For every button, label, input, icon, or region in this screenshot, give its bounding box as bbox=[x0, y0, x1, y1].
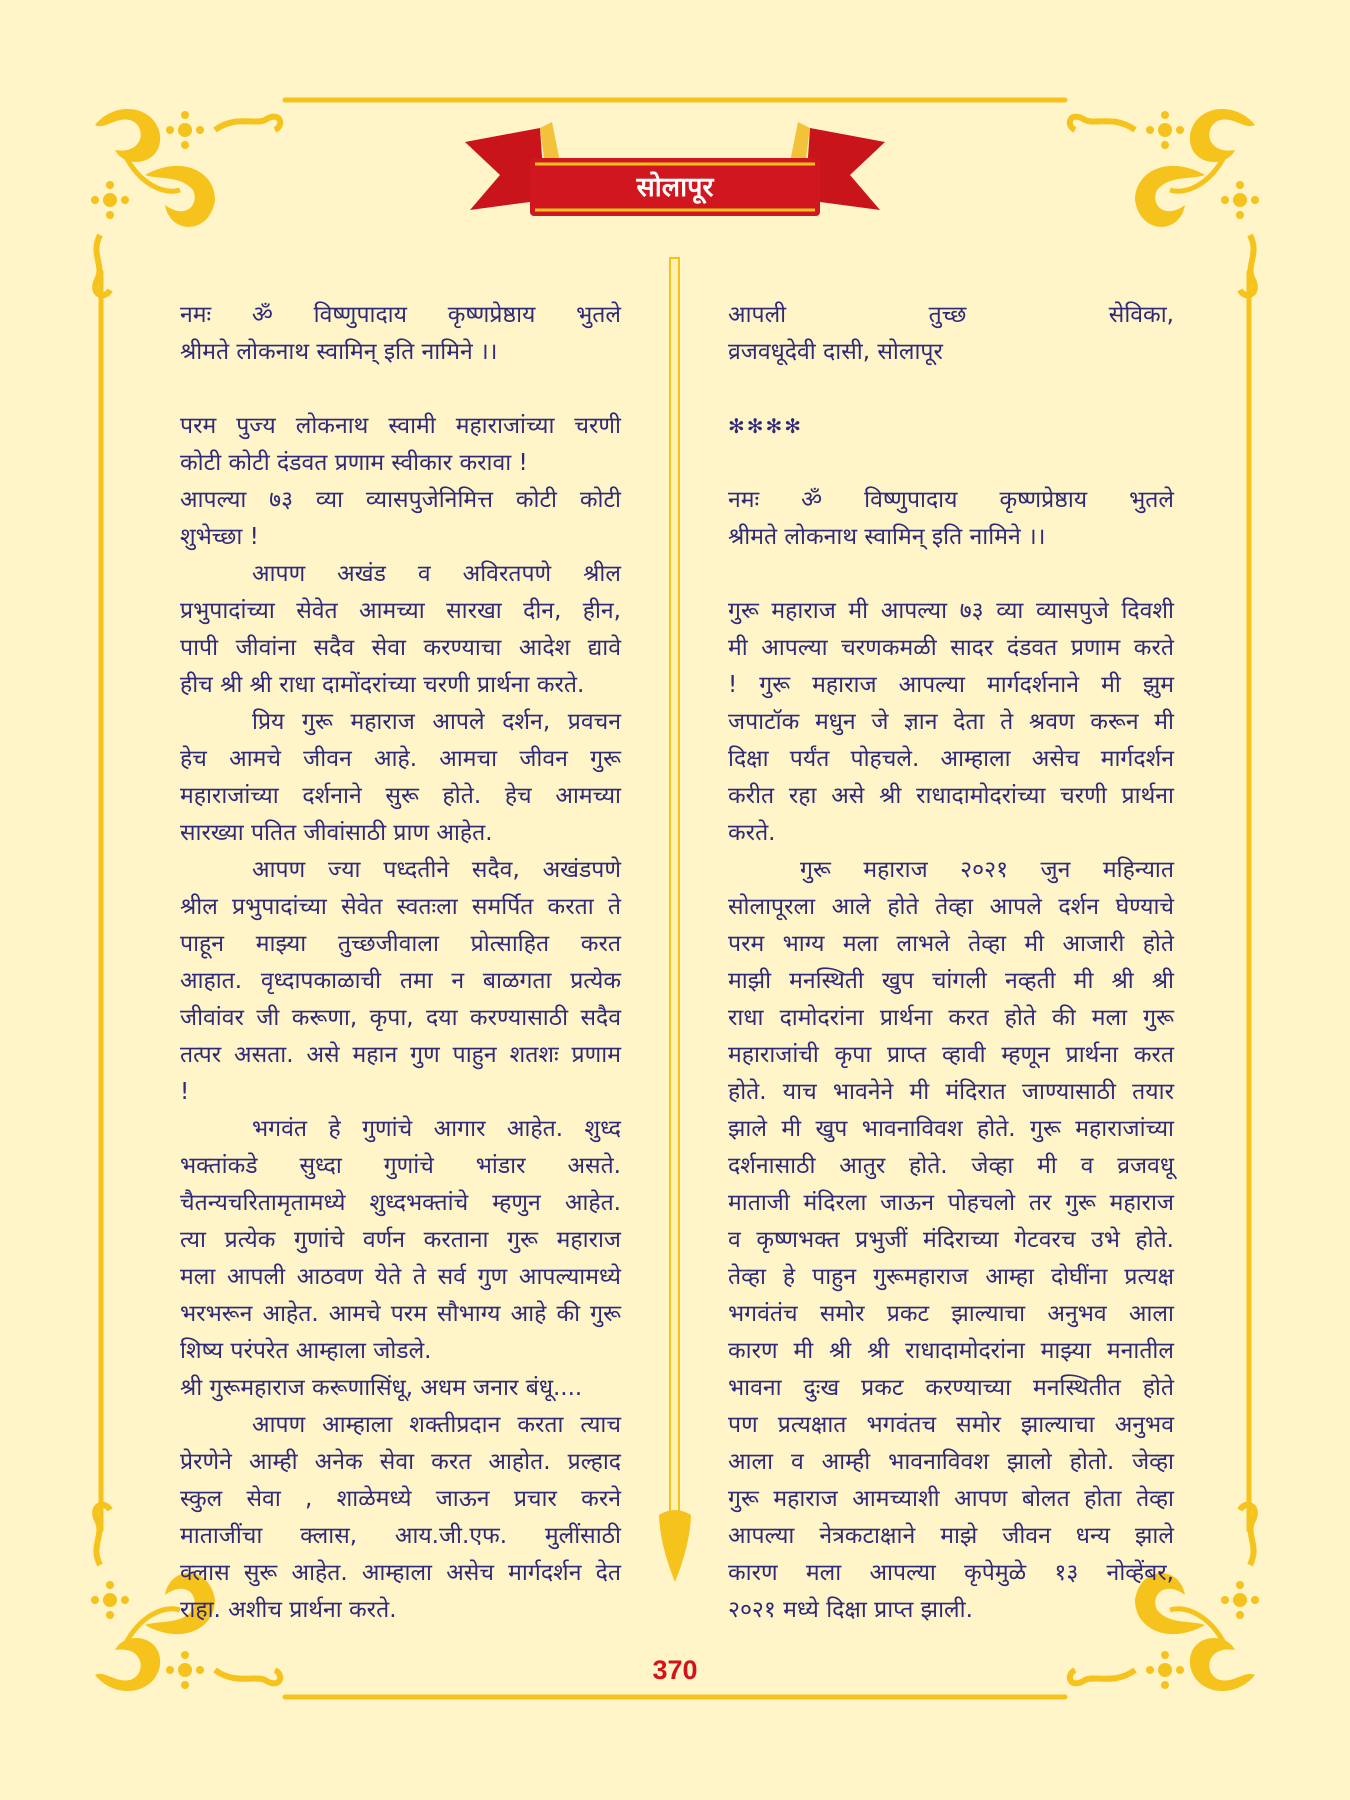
text-line: करते. bbox=[728, 820, 776, 846]
text-line: आहात. वृध्दापकाळाची तमा न बाळगता प्रत्येक bbox=[180, 968, 621, 994]
text-line: परम भाग्य मला लाभले तेव्हा मी आजारी होते bbox=[728, 931, 1174, 957]
text-line: प्रिय गुरू महाराज आपले दर्शन, प्रवचन bbox=[252, 709, 621, 735]
blank-line bbox=[180, 371, 621, 408]
text-line: पापी जीवांना सदैव सेवा करण्याचा आदेश द्यावे bbox=[180, 635, 621, 661]
paragraph bbox=[180, 704, 621, 852]
text-line: आपण अखंड व अविरतपणे श्रील bbox=[252, 561, 621, 587]
text-line: भावना दुःख प्रकट करण्याच्या मनस्थितीत होते bbox=[728, 1375, 1174, 1401]
text-line: माताजी मंदिरला जाऊन पोहचलो तर गुरू महाराज bbox=[728, 1190, 1174, 1216]
paragraph bbox=[180, 556, 621, 704]
text-line: ! bbox=[180, 1079, 190, 1105]
text-line: नमः ॐ विष्णुपादाय कृष्णप्रेष्ठाय भुतले bbox=[180, 302, 621, 328]
paragraph bbox=[180, 1111, 621, 1370]
text-line: हीच श्री श्री राधा दामोंदरांच्या चरणी प्रार्थना करते. bbox=[180, 672, 585, 698]
text-line: श्रील प्रभुपादांच्या सेवेत स्वतःला समर्पित करता ते bbox=[180, 894, 621, 920]
text-line: होते. याच भावनेने मी मंदिरात जाण्यासाठी तयार bbox=[728, 1079, 1174, 1105]
text-line: तेव्हा हे पाहुन गुरूमहाराज आम्हा दोघींना प्रत्यक्ष bbox=[728, 1264, 1174, 1290]
paragraph bbox=[180, 1407, 621, 1629]
text-line: सोलापूरला आले होते तेव्हा आपले दर्शन घेण्याचे bbox=[728, 894, 1174, 920]
text-line: भगवंत हे गुणांचे आगार आहेत. शुध्द bbox=[252, 1116, 621, 1142]
paragraph bbox=[180, 1370, 621, 1407]
text-line: क्लास सुरू आहेत. आम्हाला असेच मार्गदर्शन देत bbox=[180, 1560, 621, 1586]
text-line: तत्पर असता. असे महान गुण पाहुन शतशः प्रणाम bbox=[180, 1042, 621, 1068]
text-line: २०२१ मध्ये दिक्षा प्राप्त झाली. bbox=[728, 1597, 973, 1623]
paragraph bbox=[180, 408, 621, 482]
corner-ornament-top-right bbox=[1070, 109, 1259, 295]
text-line: दर्शनासाठी आतुर होते. जेव्हा मी व व्रजवधू bbox=[728, 1153, 1174, 1179]
text-line: कारण मी श्री श्री राधादामोदरांना माझ्या मनातील bbox=[728, 1338, 1174, 1364]
paragraph bbox=[180, 852, 621, 1111]
text-line: पाहून माझ्या तुच्छजीवाला प्रोत्साहित करत bbox=[180, 931, 621, 957]
text-line: परम पुज्य लोकनाथ स्वामी महाराजांच्या चरणी bbox=[180, 413, 621, 439]
text-line: आपल्या ७३ व्या व्यासपुजेनिमित्त कोटी कोटी bbox=[180, 487, 621, 513]
paragraph bbox=[728, 852, 1174, 1629]
page-title: सोलापूर bbox=[636, 172, 714, 203]
text-line: शिष्य परंपरेत आम्हाला जोडले. bbox=[180, 1338, 432, 1364]
paragraph bbox=[728, 408, 1174, 445]
text-line: आपली तुच्छ सेविका, bbox=[728, 302, 1174, 328]
text-line: प्रभुपादांच्या सेवेत आमच्या सारखा दीन, हीन, bbox=[180, 598, 621, 624]
text-line: स्कुल सेवा , शाळेमध्ये जाऊन प्रचार करने bbox=[180, 1486, 621, 1512]
text-line: दिक्षा पर्यंत पोहचले. आम्हाला असेच मार्गदर्शन bbox=[728, 746, 1174, 772]
blank-line bbox=[728, 556, 1174, 593]
text-line: जपाटॉक मधुन जे ज्ञान देता ते श्रवण करून मी bbox=[728, 709, 1174, 735]
text-line: मी आपल्या चरणकमळी सादर दंडवत प्रणाम करते bbox=[728, 635, 1174, 661]
text-line: श्रीमते लोकनाथ स्वामिन् इति नामिने ।। bbox=[728, 524, 1046, 550]
text-line: हेच आमचे जीवन आहे. आमचा जीवन गुरू bbox=[180, 746, 621, 772]
text-line: मला आपली आठवण येते ते सर्व गुण आपल्यामध्ये bbox=[180, 1264, 621, 1290]
text-line: श्री गुरूमहाराज करूणासिंधू, अधम जनार बंधू.... bbox=[180, 1375, 583, 1401]
center-divider bbox=[659, 258, 691, 1582]
text-line: व कृष्णभक्त प्रभुजीं मंदिराच्या गेटवरच उभे होते. bbox=[728, 1227, 1174, 1253]
text-line: भगवंतंच समोर प्रकट झाल्याचा अनुभव आला bbox=[728, 1301, 1174, 1327]
text-line: भरभरून आहेत. आमचे परम सौभाग्य आहे की गुरू bbox=[180, 1301, 621, 1327]
paragraph bbox=[180, 482, 621, 556]
text-line: ! गुरू महाराज आपल्या मार्गदर्शनाने मी झुम bbox=[728, 672, 1174, 698]
text-line: महाराजांची कृपा प्राप्त व्हावी म्हणून प्रार्थना करत bbox=[728, 1042, 1174, 1068]
right-column-text bbox=[728, 297, 1174, 1629]
text-line: सारख्या पतित जीवांसाठी प्राण आहेत. bbox=[180, 820, 493, 846]
text-line: जीवांवर जी करूणा, कृपा, दया करण्यासाठी सदैव bbox=[180, 1005, 621, 1031]
text-line: प्रेरणेने आम्ही अनेक सेवा करत आहोत. प्रल्हाद bbox=[180, 1449, 621, 1475]
text-line: गुरू महाराज आमच्याशी आपण बोलत होता तेव्हा bbox=[728, 1486, 1174, 1512]
text-line: माझी मनस्थिती खुप चांगली नव्हती मी श्री श्री bbox=[728, 968, 1174, 994]
paragraph bbox=[728, 297, 1174, 371]
blank-line bbox=[728, 445, 1174, 482]
text-line: आपण ज्या पध्दतीने सदैव, अखंडपणे bbox=[252, 857, 621, 883]
text-line: व्रजवधूदेवी दासी, सोलापूर bbox=[728, 339, 943, 365]
text-line: श्रीमते लोकनाथ स्वामिन् इति नामिने ।। bbox=[180, 339, 498, 365]
corner-ornament-top-left bbox=[91, 109, 280, 295]
paragraph bbox=[728, 482, 1174, 556]
text-line: राधा दामोदरांना प्रार्थना करत होते की मला गुरू bbox=[728, 1005, 1174, 1031]
blank-line bbox=[728, 371, 1174, 408]
text-line: गुरू महाराज २०२१ जुन महिन्यात bbox=[800, 857, 1174, 883]
text-line: गुरू महाराज मी आपल्या ७३ व्या व्यासपुजे दिवशी bbox=[728, 598, 1174, 624]
text-line: ✻✻✻✻ bbox=[728, 414, 804, 438]
text-line: आपल्या नेत्रकटाक्षाने माझे जीवन धन्य झाले bbox=[728, 1523, 1174, 1549]
text-line: महाराजांच्या दर्शनाने सुरू होते. हेच आमच्या bbox=[180, 783, 621, 809]
page-number: 370 bbox=[652, 1655, 698, 1685]
text-line: आला व आम्ही भावनाविवश झालो होतो. जेव्हा bbox=[728, 1449, 1174, 1475]
left-column-text bbox=[180, 297, 621, 1629]
text-line: करीत रहा असे श्री राधादामोदरांच्या चरणी प्रार्थना bbox=[728, 783, 1174, 809]
text-line: पण प्रत्यक्षात भगवंतच समोर झाल्याचा अनुभव bbox=[728, 1412, 1174, 1438]
text-line: भक्तांकडे सुध्दा गुणांचे भांडार असते. bbox=[180, 1153, 621, 1179]
text-line: शुभेच्छा ! bbox=[180, 524, 259, 550]
text-line: राहा. अशीच प्रार्थना करते. bbox=[180, 1597, 397, 1623]
text-line: चैतन्यचरितामृतामध्ये शुध्दभक्तांचे म्हणुन आहेत. bbox=[180, 1190, 621, 1216]
text-line: आपण आम्हाला शक्तीप्रदान करता त्याच bbox=[252, 1412, 621, 1438]
text-line: माताजींचा क्लास, आय.जी.एफ. मुलींसाठी bbox=[180, 1523, 621, 1549]
text-line: कारण मला आपल्या कृपेमुळे १३ नोव्हेंबर, bbox=[728, 1560, 1174, 1586]
paragraph bbox=[728, 593, 1174, 852]
text-line: नमः ॐ विष्णुपादाय कृष्णप्रेष्ठाय भुतले bbox=[728, 487, 1174, 513]
text-line: त्या प्रत्येक गुणांचे वर्णन करताना गुरू महाराज bbox=[180, 1227, 621, 1253]
text-line: झाले मी खुप भावनाविवश होते. गुरू महाराजांच्या bbox=[728, 1116, 1174, 1142]
text-line: कोटी कोटी दंडवत प्रणाम स्वीकार करावा ! bbox=[180, 450, 528, 476]
paragraph bbox=[180, 297, 621, 371]
